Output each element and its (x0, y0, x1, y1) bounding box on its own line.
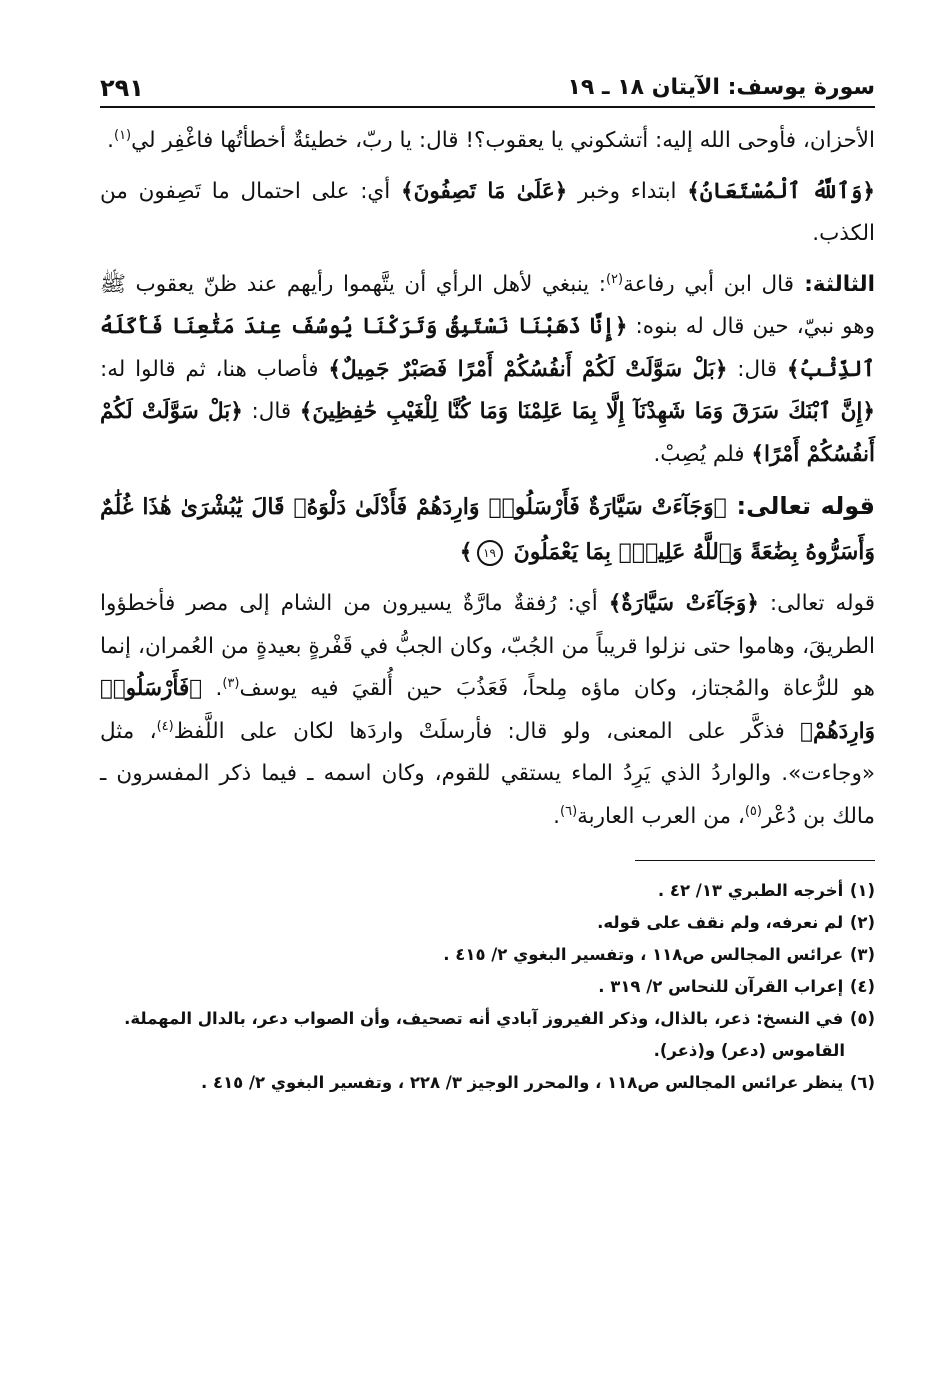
footnote-number: (٣) (849, 945, 875, 964)
paragraph-3 (100, 264, 875, 477)
footnote-3 (100, 939, 875, 971)
quran-quote: ﴿وَٱللَّهُ ٱلْمُسْتَعَانُ﴾ (687, 178, 876, 204)
section-lead: الثالثة: (794, 271, 875, 297)
commentary-paragraph (100, 583, 875, 838)
quran-quote: ﴿بَلْ سَوَّلَتْ لَكُمْ أَنفُسُكُمْ أَمْرًا﴾ (100, 399, 875, 467)
footnote-number: (١) (849, 881, 875, 900)
footnote-text: ينظر عرائس المجالس ص١١٨ ، والمحرر الوجيز ٣/ ٢٢٨ ، وتفسير البغوي ٢/ ٤١٥ . (201, 1073, 844, 1092)
page-header (100, 62, 875, 108)
footnote-number: (٦) (849, 1073, 875, 1092)
verse-close-bracket: ﴾ (459, 539, 473, 565)
text-run: . (107, 128, 114, 153)
footnote-ref: (٦) (560, 803, 578, 819)
verse-lead: قوله تعالى: (726, 492, 875, 520)
footnote-1 (100, 875, 875, 907)
text-run: ، من العرب العاربة (577, 803, 745, 829)
text-run: ، مثل «وجاءت». والواردُ الذي يَرِدُ الماء يستقي للقوم، وكان اسمه ـ فيما ذكر المفسرون ـ مالك بن دُعْر (100, 718, 875, 829)
text-run: . (202, 676, 223, 701)
footnote-ref: (١) (113, 127, 132, 143)
text-run: قال ابن أبي رفاعة (623, 271, 794, 297)
footnote-4 (100, 971, 875, 1003)
footnote-6 (100, 1067, 875, 1099)
text-run: فذكَّر على المعنى، ولو قال: فأرسلَتْ واردَها لكان على اللَّفظ (173, 718, 801, 744)
text-run: فأصاب هنا، ثم قالوا له: (100, 356, 329, 382)
footnote-ref: (٣) (222, 675, 240, 691)
text-run: قوله تعالى: (758, 591, 875, 616)
footnote-text: أخرجه الطبري ١٣/ ٤٢ . (657, 881, 844, 900)
verse-block (100, 484, 875, 575)
ayah-number-marker: ١٩ (477, 540, 503, 566)
footnote-text: في النسخ: ذعر، بالذال، وذكر الفيروز آبادي أنه تصحيف، وأن الصواب دعر، بالدال المهملة. (124, 1009, 844, 1028)
text-run: أي: رُفقةٌ مارَّةٌ يسيرون من الشام إلى مصر فأخطؤوا الطريقَ، وهاموا حتى نزلوا قريباً من الجُبّ، وكان الجبُّ في قَفْرةٍ بعيدةٍ من العُمران، إنما هو للرُّعاة والمُجتاز، وكان ماؤه مِلحاً، فَعَذُبَ حين أُلقيَ فيه يوسف (100, 591, 875, 701)
text-run: قال: (242, 399, 300, 424)
paragraph-1 (100, 120, 875, 163)
footnote-text: لم نعرفه، ولم نقف على قوله. (597, 913, 844, 932)
text-run: . (553, 803, 561, 829)
footnote-ref: (٥) (744, 803, 762, 819)
text-run: أي: على احتمال ما تَصِفون من الكذب. (100, 178, 875, 246)
footnote-ref: (٤) (156, 718, 174, 734)
text-run: ابتداء وخبر (567, 178, 688, 204)
footnote-ref: (٢) (605, 271, 624, 287)
footnote-5 (100, 1003, 875, 1035)
footnote-text: إعراب القرآن للنحاس ٢/ ٣١٩ . (598, 977, 844, 996)
footnotes (100, 875, 875, 1099)
page-number: ٢٩١ (100, 74, 144, 102)
footnote-number: (٤) (849, 977, 875, 996)
text-run: قال: (727, 356, 787, 382)
quran-quote: ﴿عَلَىٰ مَا تَصِفُونَ﴾ (400, 178, 568, 204)
footnote-5-continuation: القاموس (دعر) و(ذعر). (653, 1041, 845, 1060)
quran-quote: ﴿إِنَّ ٱبْنَكَ سَرَقَ وَمَا شَهِدْنَآ إِلَّا بِمَا عَلِمْنَا وَمَا كُنَّا لِلْغَيْبِ حَٰفِظِينَ﴾ (299, 399, 875, 424)
paragraph-2 (100, 171, 875, 256)
running-title: سورة يوسف: الآيتان ١٨ ـ ١٩ (567, 75, 875, 100)
footnote-2 (100, 907, 875, 939)
footnote-number: (٥) (849, 1009, 875, 1028)
quran-quote: ﴿بَلْ سَوَّلَتْ لَكُمْ أَنفُسُكُمْ أَمْرًا فَصَبْرٌ جَمِيلٌ﴾ (328, 356, 728, 382)
text-run: : ينبغي لأهل الرأي أن يتَّهموا رأيهم عند ظنّ يعقوب ﷺ وهو نبيّ، حين قال له بنوه: (100, 271, 875, 339)
text-run: الأحزان، فأوحى الله إليه: أتشكوني يا يعقوب؟! قال: يا ربّ، خطيئةٌ أخطأتُها فاغْفِر لي (131, 128, 875, 153)
quran-quote: ﴿إِنَّا ذَهَبْنَا نَسْتَبِقُ وَتَرَكْنَا يُوسُفَ عِندَ مَتَٰعِنَا فَأَكَلَهُ ٱلذِّئْبُ﴾ (100, 314, 875, 382)
footnote-text: عرائس المجالس ص١١٨ ، وتفسير البغوي ٢/ ٤١٥ . (443, 945, 844, 964)
main-text (100, 120, 875, 838)
quran-verse: ﴿وَجَآءَتْ سَيَّارَةٌ فَأَرْسَلُوا۟ وَارِدَهُمْ فَأَدْلَىٰ دَلْوَهُۥ قَالَ يَٰبُشْرَىٰ هَٰذَا غُلَٰمٌ وَأَسَرُّوهُ بِضَٰعَةً وَٱللَّهُ عَلِيمٌۢ بِمَا يَعْمَلُونَ (100, 494, 875, 565)
footnote-number: (٢) (849, 913, 875, 932)
footnote-divider (635, 860, 875, 861)
quran-quote: ﴿فَأَرْسَلُوا۟ وَارِدَهُمْ﴾ (100, 676, 875, 744)
quran-quote: ﴿وَجَآءَتْ سَيَّارَةٌ﴾ (608, 591, 759, 616)
text-run: فلم يُصِبْ. (653, 441, 752, 467)
